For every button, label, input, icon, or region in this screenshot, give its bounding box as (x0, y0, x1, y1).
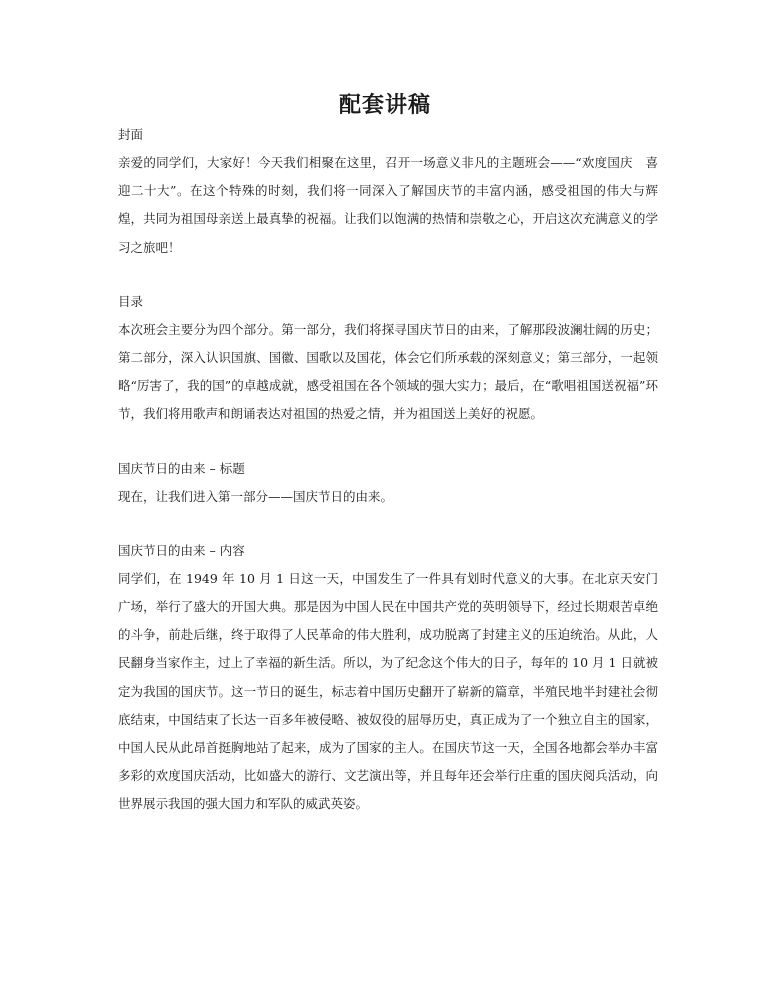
section-cover (118, 121, 658, 262)
section-heading: 国庆节日的由来 – 内容 (118, 542, 245, 558)
section-paragraph: 本次班会主要分为四个部分。第一部分，我们将探寻国庆节日的由来，了解那段波澜壮阔的历史；第二部分，深入认识国旗、国徽、国歌以及国花，体会它们所承载的深刻意义；第三部分，一起领略“厉害了，我的国”的卓越成就，感受祖国在各个领域的强大实力；最后，在“歌唱祖国送祝福”环节，我们将用歌声和朗诵表达对祖国的热爱之情，并为祖国送上美好的祝愿。 (118, 321, 658, 422)
section-paragraph: 现在，让我们进入第一部分——国庆节日的由来。 (118, 488, 394, 504)
section-contents (118, 288, 658, 429)
section-paragraph: 同学们，在 1949 年 10 月 1 日这一天，中国发生了一件具有划时代意义的大事。在北京天安门广场，举行了盛大的开国大典。那是因为中国人民在中国共产党的英明领导下，经过长期艰苦卓绝的斗争，前赴后继，终于取得了人民革命的伟大胜利，成功脱离了封建主义的压迫统治。从此，人民翻身当家作主，过上了幸福的新生活。所以，为了纪念这个伟大的日子，每年的 10 月 1 日就被定为我国的国庆节。这一节日的诞生，标志着中国历史翻开了崭新的篇章，半殖民地半封建社会彻底结束，中国结束了长达一百多年被侵略、被奴役的屈辱历史，真正成为了一个独立自主的国家，中国人民从此昂首挺胸地站了起来，成为了国家的主人。在国庆节这一天，全国各地都会举办丰富多彩的欢度国庆活动，比如盛大的游行、文艺演出等，并且每年还会举行庄重的国庆阅兵活动，向世界展示我国的强大国力和军队的威武英姿。 (118, 570, 658, 812)
document-content (118, 121, 658, 819)
section-spacer (118, 429, 658, 455)
section-spacer (118, 262, 658, 288)
section-heading: 目录 (118, 293, 144, 309)
document-title: 配套讲稿 (338, 92, 431, 118)
section-paragraph: 亲爱的同学们，大家好！今天我们相聚在这里，召开一场意义非凡的主题班会——“欢度国庆 喜迎二十大”。在这个特殊的时刻，我们将一同深入了解国庆节的丰富内涵，感受祖国的伟大与辉煌，共同为祖国母亲送上最真挚的祝福。让我们以饱满的热情和崇敬之心，开启这次充满意义的学习之旅吧！ (118, 155, 658, 255)
section-origin-title (118, 455, 658, 511)
section-spacer (118, 511, 658, 537)
section-heading: 封面 (118, 127, 144, 142)
section-heading: 国庆节日的由来 – 标题 (118, 460, 245, 476)
section-origin-content (118, 537, 658, 819)
